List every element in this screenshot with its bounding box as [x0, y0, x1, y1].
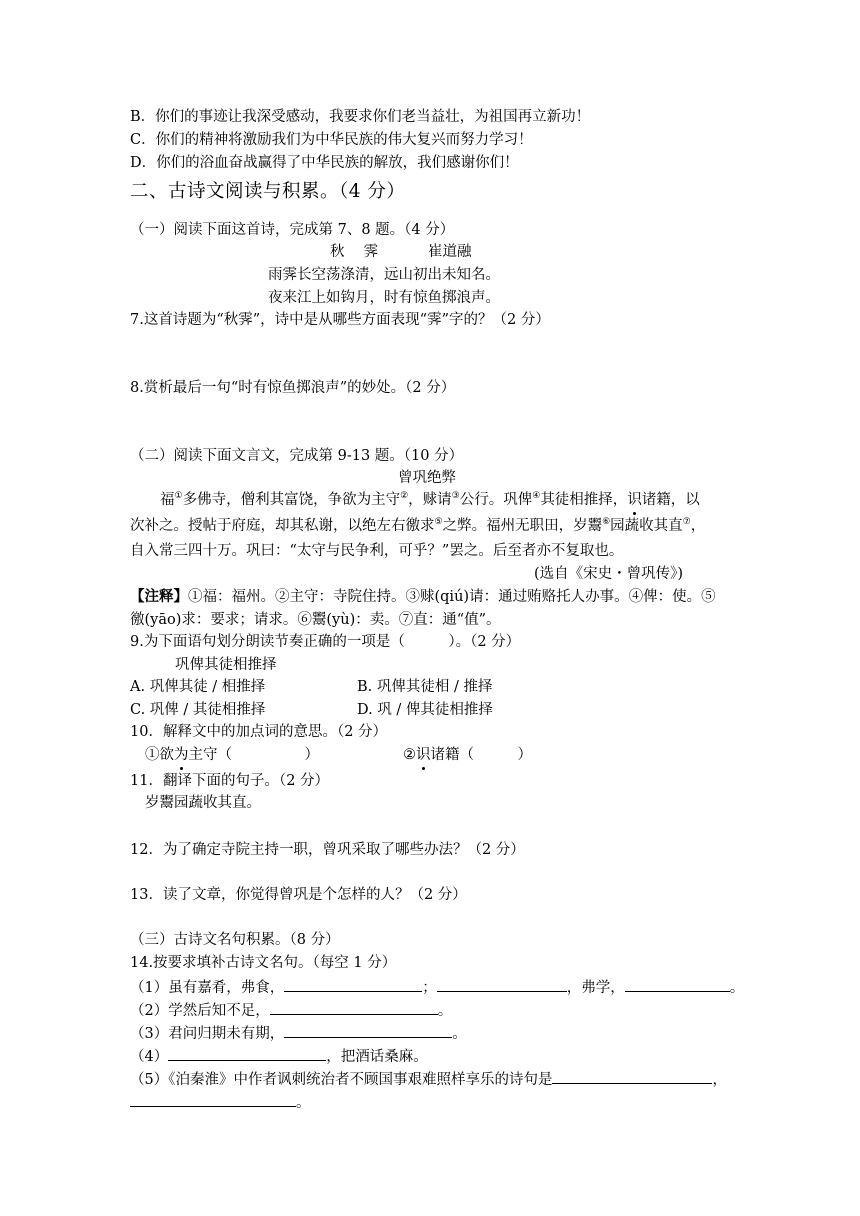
- question-9: 9.为下面语句划分朗读节奏正确的一项是（ ）。（2 分）: [130, 634, 521, 650]
- poem-line-2: 夜来江上如钩月，时有惊鱼掷浪声。: [268, 290, 500, 306]
- section-heading: 二、古诗文阅读与积累。（4 分）: [130, 181, 406, 202]
- answer-blank[interactable]: [270, 1000, 438, 1015]
- option-b: B．你们的事迹让我深受感动，我要求你们老当益壮，为祖国再立新功！: [130, 109, 591, 125]
- question-9-option-a: A. 巩俾其徒 / 相推择: [130, 679, 266, 695]
- question-10-item-1: ①欲为主守（ ）: [145, 747, 319, 763]
- fill-line-5: （5）《泊秦淮》中作者讽刺统治者不顾国事艰难照样享乐的诗句是 ，: [130, 1069, 727, 1090]
- part3-intro: （三）古诗文名句积累。（8 分）: [130, 932, 340, 948]
- emphasis-dot-word: 识: [627, 492, 642, 508]
- answer-blank[interactable]: [284, 977, 422, 992]
- passage-line-3: 自入常三四十万。巩曰：“太守与民争利，可乎？”罢之。后至者亦不复取也。: [130, 543, 624, 559]
- fill-line-1: （1）虽有嘉肴，弗食， ； ，弗学， 。: [130, 977, 744, 998]
- question-13: 13．读了文章，你觉得曾巩是个怎样的人？（2 分）: [130, 887, 467, 903]
- answer-blank[interactable]: [552, 1069, 712, 1084]
- question-8: 8.赏析最后一句“时有惊鱼掷浪声”的妙处。（2 分）: [130, 380, 456, 396]
- poem-line-1: 雨霁长空荡涤清，远山初出未知名。: [268, 267, 500, 283]
- answer-blank[interactable]: [168, 1046, 326, 1061]
- question-11-sentence: 岁鬻园蔬收其直。: [145, 795, 261, 811]
- answer-blank[interactable]: [130, 1092, 296, 1107]
- fill-line-6: 。: [130, 1092, 311, 1113]
- fill-line-4: （4） ，把酒话桑麻。: [130, 1046, 428, 1067]
- answer-blank[interactable]: [284, 1023, 452, 1038]
- question-9-sentence: 巩俾其徒相推择: [175, 657, 277, 673]
- question-9-option-d: D. 巩 / 俾其徒相推择: [357, 702, 493, 718]
- question-9-option-c: C. 巩俾 / 其徒相推择: [130, 702, 266, 718]
- answer-blank[interactable]: [625, 977, 730, 992]
- notes-line-1: 【注释】①福：福州。②主守：寺院住持。③赇(qiú)请：通过贿赂托人办事。④俾：使。⑤: [130, 588, 716, 605]
- poem-author: 崔道融: [428, 244, 472, 260]
- answer-blank[interactable]: [437, 977, 567, 992]
- question-12: 12．为了确定寺院主持一职，曾巩采取了哪些办法？（2 分）: [130, 842, 525, 858]
- question-11: 11．翻译下面的句子。（2 分）: [130, 773, 330, 789]
- option-d: D．你们的浴血奋战赢得了中华民族的解放，我们感谢你们！: [130, 155, 519, 171]
- poem-title: 秋 霁: [330, 244, 379, 260]
- part2-intro: （二）阅读下面文言文，完成第 9-13 题。（10 分）: [130, 448, 464, 464]
- passage-source: (选自《宋史・曾巩传》): [534, 566, 684, 582]
- question-10-item-2: ②识诸籍（ ）: [403, 747, 532, 763]
- passage-title: 曾巩绝弊: [398, 470, 456, 486]
- question-14: 14.按要求填补古诗文名句。（每空 1 分）: [130, 955, 397, 971]
- option-c: C．你们的精神将激励我们为中华民族的伟大复兴而努力学习！: [130, 132, 533, 148]
- passage-line-1: 福①多佛寺，僧利其富饶，争欲为主守②，赇请③公行。巩俾④其徒相推择，识诸籍，以: [160, 491, 700, 508]
- fill-line-3: （3）君问归期未有期， 。: [130, 1023, 467, 1044]
- passage-line-2: 次补之。授帖于府庭，却其私谢，以绝左右徼求⑤之弊。福州无职田，岁鬻⑥园蔬收其直⑦，: [130, 517, 706, 534]
- question-9-option-b: B. 巩俾其徒相 / 推择: [357, 679, 493, 695]
- notes-line-2: 徼(yāo)求：要求；请求。⑥鬻(yù)：卖。⑦直：通“值”。: [130, 612, 501, 628]
- fill-line-2: （2）学然后知不足， 。: [130, 1000, 452, 1021]
- question-10: 10．解释文中的加点词的意思。（2 分）: [130, 724, 388, 740]
- question-7: 7.这首诗题为“秋霁”，诗中是从哪些方面表现“霁”字的？（2 分）: [130, 312, 550, 328]
- part1-intro: （一）阅读下面这首诗，完成第 7、8 题。（4 分）: [130, 222, 455, 238]
